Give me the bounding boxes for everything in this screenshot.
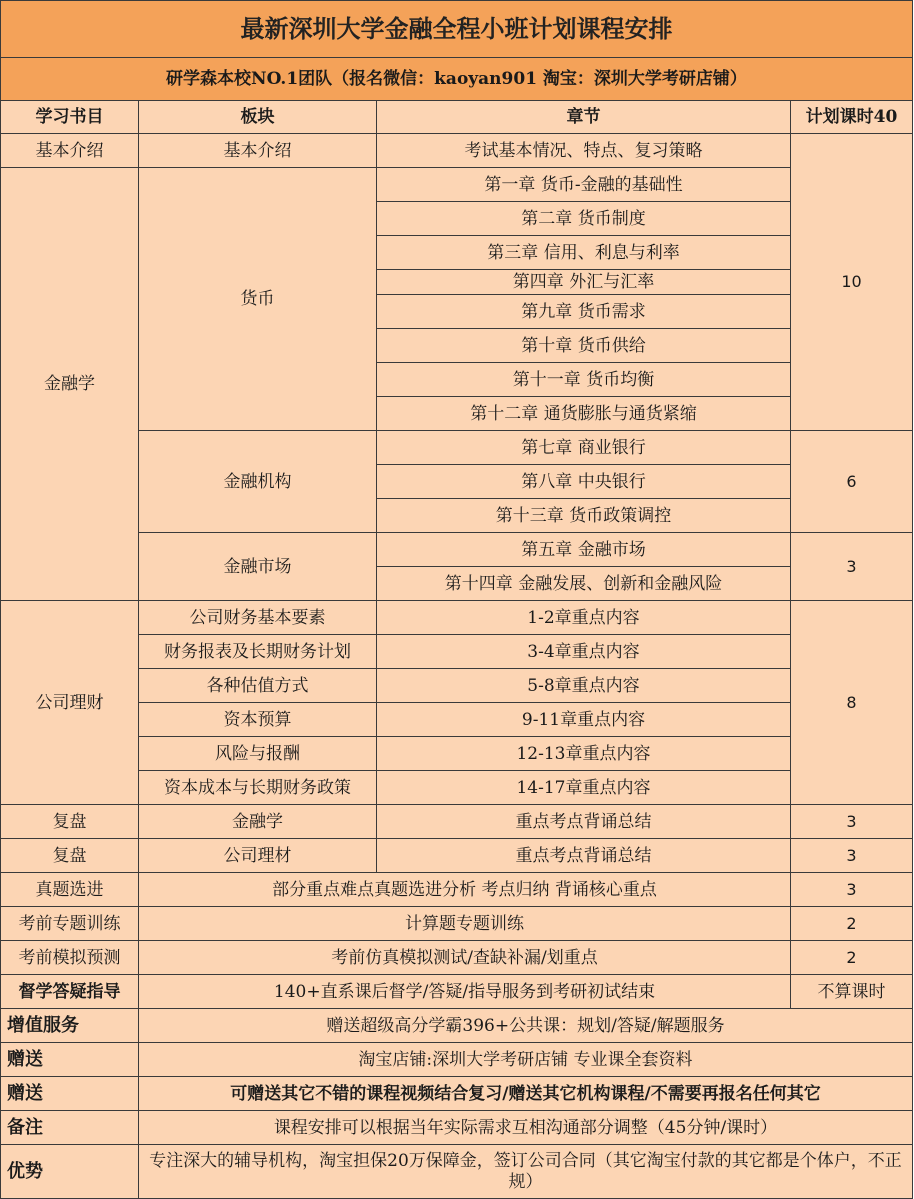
content-cell: 课程安排可以根据当年实际需求互相沟通部分调整（45分钟/课时）	[139, 1111, 913, 1145]
table-row	[1, 975, 913, 1009]
module-cell: 各种估值方式	[139, 669, 377, 703]
hours-cell: 2	[791, 941, 913, 975]
page-title: 最新深圳大学金融全程小班计划课程安排	[1, 1, 913, 58]
table-row	[1, 805, 913, 839]
table-row	[1, 1043, 913, 1077]
page-subtitle: 研学森本校NO.1团队（报名微信：kaoyan901 淘宝：深圳大学考研店铺）	[1, 58, 913, 101]
chapter-cell: 3-4章重点内容	[377, 635, 791, 669]
label-cell: 备注	[1, 1111, 139, 1145]
module-cell: 资本成本与长期财务政策	[139, 771, 377, 805]
book-cell: 真题选进	[1, 873, 139, 907]
label-cell: 赠送	[1, 1043, 139, 1077]
table-row	[1, 941, 913, 975]
chapter-cell: 5-8章重点内容	[377, 669, 791, 703]
label-cell: 优势	[1, 1145, 139, 1199]
book-cell: 复盘	[1, 839, 139, 873]
table-row	[1, 168, 913, 202]
chapter-cell: 14-17章重点内容	[377, 771, 791, 805]
chapter-cell: 第三章 信用、利息与利率	[377, 236, 791, 270]
table-row	[1, 873, 913, 907]
book-cell: 金融学	[1, 168, 139, 601]
hours-cell: 3	[791, 805, 913, 839]
subtitle-row	[1, 58, 913, 101]
module-cell: 财务报表及长期财务计划	[139, 635, 377, 669]
content-cell: 可赠送其它不错的课程视频结合复习/赠送其它机构课程/不需要再报名任何其它	[139, 1077, 913, 1111]
content-cell: 专注深大的辅导机构，淘宝担保20万保障金，签订公司合同（其它淘宝付款的其它都是个体户，不正规）	[139, 1145, 913, 1199]
chapter-cell: 第七章 商业银行	[377, 431, 791, 465]
chapter-cell: 第十三章 货币政策调控	[377, 499, 791, 533]
module-cell: 公司财务基本要素	[139, 601, 377, 635]
chapter-cell: 第十四章 金融发展、创新和金融风险	[377, 567, 791, 601]
module-cell: 货币	[139, 168, 377, 431]
chapter-cell: 第二章 货币制度	[377, 202, 791, 236]
content-cell: 考前仿真模拟测试/查缺补漏/划重点	[139, 941, 791, 975]
chapter-cell: 第十章 货币供给	[377, 329, 791, 363]
header-module: 板块	[139, 101, 377, 134]
hours-cell: 3	[791, 839, 913, 873]
chapter-cell: 重点考点背诵总结	[377, 839, 791, 873]
table-row	[1, 1145, 913, 1199]
header-row	[1, 101, 913, 134]
module-cell: 资本预算	[139, 703, 377, 737]
header-hours: 计划课时40	[791, 101, 913, 134]
book-cell: 考前模拟预测	[1, 941, 139, 975]
hours-cell: 6	[791, 431, 913, 533]
content-cell: 淘宝店铺:深圳大学考研店铺 专业课全套资料	[139, 1043, 913, 1077]
table-row	[1, 1111, 913, 1145]
table-row	[1, 134, 913, 168]
header-book: 学习书目	[1, 101, 139, 134]
content-cell: 计算题专题训练	[139, 907, 791, 941]
module-cell: 风险与报酬	[139, 737, 377, 771]
chapter-cell: 第十二章 通货膨胀与通货紧缩	[377, 397, 791, 431]
module-cell: 公司理材	[139, 839, 377, 873]
content-cell: 140+直系课后督学/答疑/指导服务到考研初试结束	[139, 975, 791, 1009]
header-chapter: 章节	[377, 101, 791, 134]
chapter-cell: 第五章 金融市场	[377, 533, 791, 567]
label-cell: 增值服务	[1, 1009, 139, 1043]
chapter-cell: 12-13章重点内容	[377, 737, 791, 771]
book-cell: 督学答疑指导	[1, 975, 139, 1009]
chapter-cell: 第一章 货币-金融的基础性	[377, 168, 791, 202]
chapter-cell: 第四章 外汇与汇率	[377, 270, 791, 295]
module-cell: 金融市场	[139, 533, 377, 601]
chapter-cell: 9-11章重点内容	[377, 703, 791, 737]
hours-cell: 10	[791, 134, 913, 431]
table-row	[1, 839, 913, 873]
content-cell: 部分重点难点真题选进分析 考点归纳 背诵核心重点	[139, 873, 791, 907]
chapter-cell: 重点考点背诵总结	[377, 805, 791, 839]
book-cell: 公司理财	[1, 601, 139, 805]
chapter-cell: 第八章 中央银行	[377, 465, 791, 499]
table-row	[1, 1009, 913, 1043]
module-cell: 金融机构	[139, 431, 377, 533]
chapter-cell: 第十一章 货币均衡	[377, 363, 791, 397]
hours-cell: 3	[791, 533, 913, 601]
module-cell: 金融学	[139, 805, 377, 839]
book-cell: 复盘	[1, 805, 139, 839]
title-row	[1, 1, 913, 58]
table-row	[1, 907, 913, 941]
module-cell: 基本介绍	[139, 134, 377, 168]
content-cell: 赠送超级高分学霸396+公共课：规划/答疑/解题服务	[139, 1009, 913, 1043]
hours-cell: 8	[791, 601, 913, 805]
hours-cell: 3	[791, 873, 913, 907]
chapter-cell: 第九章 货币需求	[377, 295, 791, 329]
chapter-cell: 1-2章重点内容	[377, 601, 791, 635]
chapter-cell: 考试基本情况、特点、复习策略	[377, 134, 791, 168]
label-cell: 赠送	[1, 1077, 139, 1111]
hours-cell: 不算课时	[791, 975, 913, 1009]
table-row	[1, 601, 913, 635]
hours-cell: 2	[791, 907, 913, 941]
book-cell: 基本介绍	[1, 134, 139, 168]
table-row	[1, 1077, 913, 1111]
book-cell: 考前专题训练	[1, 907, 139, 941]
